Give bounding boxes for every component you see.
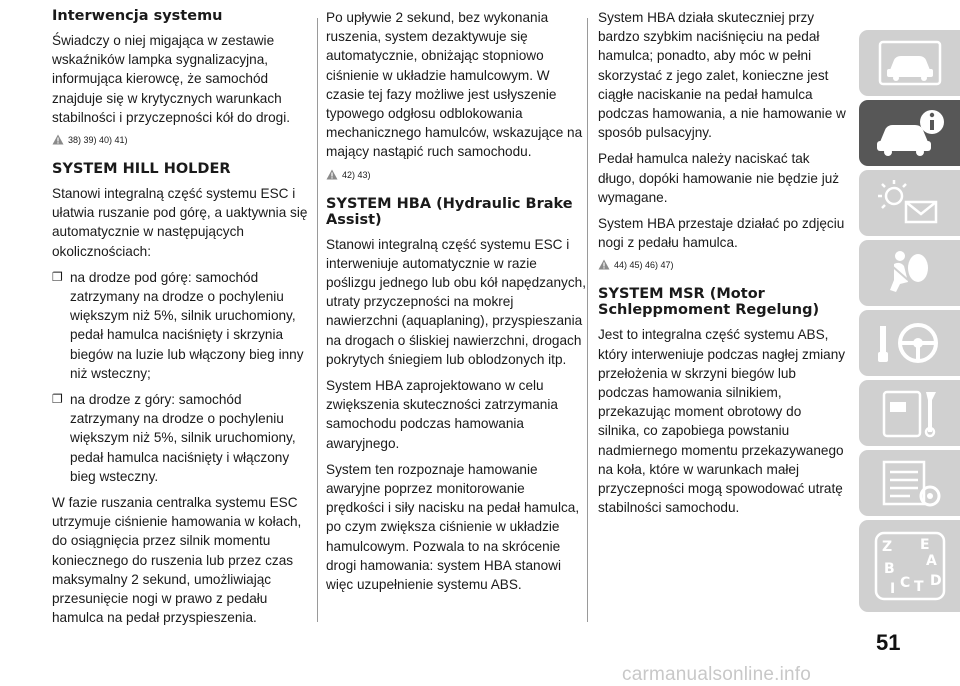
watermark: carmanualsonline.info — [622, 664, 812, 685]
svg-text:D: D — [929, 573, 942, 589]
warning-lights-icon — [870, 176, 950, 230]
tools-icon — [870, 386, 950, 440]
svg-text:Z: Z — [881, 539, 892, 555]
warning-reference — [52, 134, 314, 145]
list-item — [52, 268, 314, 383]
paragraph: Po upływie 2 sekund, bez wykonania ruszenia, system dezaktywuje się automatycznie, obniżając stopniowo ciśnienie w układzie hamulcowym. W czasie tej fazy możliwe jest usłyszenie typowego odgłosu odblokowania mechanicznego hamulców, wskazujące na mający nastąpić ruch samochodu. — [326, 10, 583, 160]
svg-text:B: B — [883, 561, 895, 577]
section-heading-hill-holder: SYSTEM HILL HOLDER — [52, 161, 231, 178]
section-heading-intervention: Interwencja systemu — [52, 8, 223, 24]
airbag-safety-icon — [870, 246, 950, 300]
paragraph: Stanowi integralną część systemu ESC i ułatwia ruszanie pod górę, a uaktywnia się automatycznie w następujących okolicznościach: — [52, 186, 308, 259]
svg-text:C: C — [899, 575, 910, 591]
page-number: 51 — [876, 630, 901, 655]
checkbox-bullet-icon: ❐ — [52, 269, 63, 284]
svg-text:E: E — [919, 537, 930, 553]
list-item-text: na drodze z góry: samochód zatrzymany na drodze o pochyleniu większym niż 5%, silnik uruchomiony, pedał hamulca naciśnięty i włączony bieg wsteczny. — [70, 392, 296, 484]
paragraph: Stanowi integralną część systemu ESC i interweniuje automatycznie w razie poślizgu jednego lub obu kół napędzanych, utraty przyczepności na mokrej nawierzchni (aquaplaning), przyspieszania na drogach o śliskiej nawierzchni, drogach pokrytych śniegiem lub oblodzonych itp. — [326, 236, 586, 367]
tab-car-info[interactable] — [859, 100, 960, 166]
car-info-icon — [870, 106, 950, 160]
tab-warning-lights[interactable] — [859, 170, 960, 236]
paragraph: Pedał hamulca należy naciskać tak długo, dopóki hamowanie nie będzie już wymagane. — [598, 151, 840, 205]
tab-tools[interactable] — [859, 380, 960, 446]
warning-triangle-icon — [326, 169, 338, 180]
steering-wheel-icon — [870, 316, 950, 370]
column-divider — [317, 18, 318, 622]
column-middle — [326, 8, 586, 601]
tab-airbag-safety[interactable] — [859, 240, 960, 306]
column-left — [52, 8, 314, 634]
tab-specs[interactable] — [859, 450, 960, 516]
paragraph: W fazie ruszania centralka systemu ESC utrzymuje ciśnienie hamowania w kołach, do osiągnięcia przez silnik momentu koniecznego do ruszenia lub przez czas maksymalny 2 sekund, umożliwiając przesunięcie nogi w prawo z pedału hamulca na pedał przyspieszenia. — [52, 495, 302, 626]
car-overview-icon — [870, 36, 950, 90]
warning-reference-numbers: 38) 39) 40) 41) — [68, 135, 128, 146]
checkbox-bullet-icon: ❐ — [52, 392, 63, 407]
index-icon — [870, 529, 950, 603]
svg-text:A: A — [925, 553, 937, 569]
column-right — [598, 8, 846, 524]
paragraph: Jest to integralna część systemu ABS, który interweniuje podczas nagłej zmiany przełożenia w skrzyni biegów lub podczas hamowania silnikiem, przekazując moment obrotowy do silnika, co zapobiega powstaniu nadmiernego momentu przekazywanego na koła, które w warunkach małej przyczepności mogą spowodować utratę stabilności samochodu. — [598, 327, 846, 516]
section-heading-hba: SYSTEM HBA (Hydraulic Brake Assist) — [326, 195, 573, 228]
specs-icon — [870, 456, 950, 510]
paragraph: System ten rozpoznaje hamowanie awaryjne poprzez monitorowanie prędkości i siły nacisku na pedał hamulca, po czym zwiększa ciśnienie w układzie hamulcowym. Pozwala to na skrócenie drogi hamowania: system HBA stanowi więc uzupełnienie systemu ABS. — [326, 461, 580, 593]
warning-reference-numbers: 44) 45) 46) 47) — [614, 260, 674, 271]
svg-text:I: I — [889, 581, 895, 597]
tab-index[interactable] — [859, 520, 960, 612]
paragraph: System HBA działa skuteczniej przy bardzo szybkim naciśnięciu na pedał hamulca; ponadto, aby móc w pełni skorzystać z jego zalet, konieczne jest ciągłe naciskanie na pedał hamulca podczas hamowania, a nie hamowanie w sposób pulsacyjny. — [598, 10, 846, 141]
list-item-text: na drodze pod górę: samochód zatrzymany na drodze o pochyleniu większym niż 5%, silnik uruchomiony, pedał hamulca naciśnięty i skrzynia biegów na luzie lub włączony bieg inny niż wsteczny; — [70, 269, 304, 381]
section-heading-msr: SYSTEM MSR (Motor Schleppmoment Regelung) — [598, 286, 820, 319]
list-item — [52, 390, 314, 486]
tab-driving[interactable] — [859, 310, 960, 376]
warning-triangle-icon — [598, 259, 610, 270]
warning-reference-numbers: 42) 43) — [342, 169, 371, 180]
column-divider — [587, 18, 588, 622]
tab-car-overview[interactable] — [859, 30, 960, 96]
warning-reference — [598, 259, 846, 270]
svg-text:T: T — [913, 579, 924, 595]
warning-triangle-icon — [52, 134, 64, 145]
paragraph: System HBA zaprojektowano w celu zwiększenia skuteczności zatrzymania samochodu podczas hamowania awaryjnego. — [326, 378, 558, 451]
warning-reference — [326, 169, 586, 180]
paragraph: Świadczy o niej migająca w zestawie wskaźników lampka sygnalizacyjna, informująca kierowcę, że samochód znajduje się w krytycznych warunkach stabilności i przyczepności kół do drogi. — [52, 33, 291, 125]
paragraph: System HBA przestaje działać po zdjęciu nogi z pedału hamulca. — [598, 216, 845, 251]
